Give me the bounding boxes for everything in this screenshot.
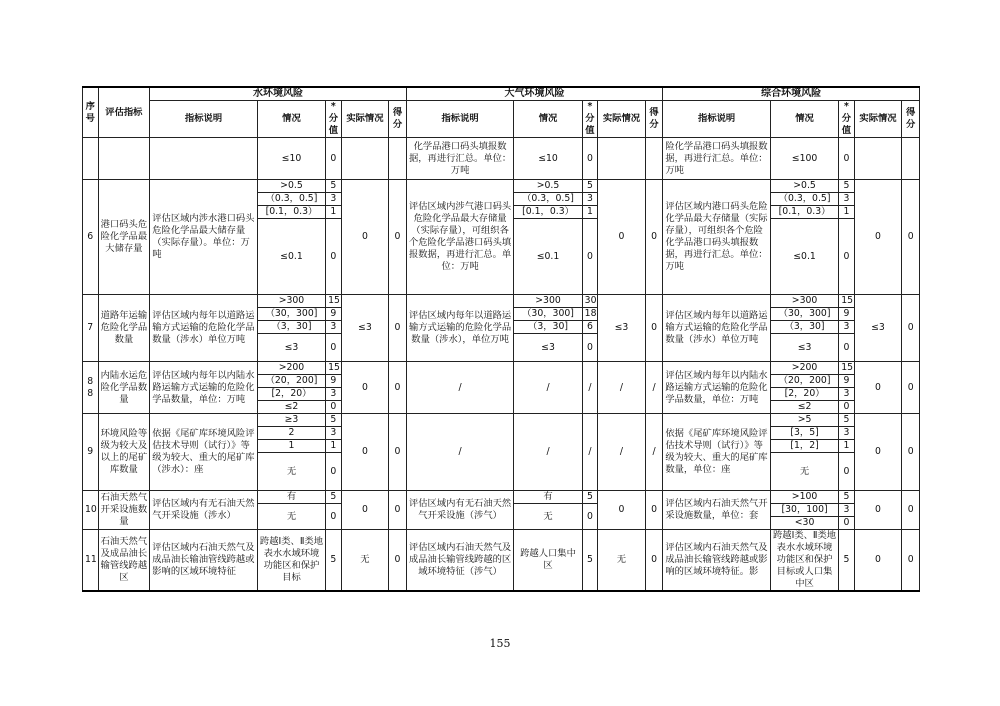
air-desc: / xyxy=(406,414,514,491)
water-desc xyxy=(150,138,258,180)
air-got: / xyxy=(645,362,663,414)
risk-assessment-table xyxy=(82,86,920,592)
combined-score: 15 xyxy=(839,295,855,308)
combined-got: 0 xyxy=(902,491,920,530)
seq-cell: 7 xyxy=(83,295,99,362)
combined-score: 0 xyxy=(839,453,855,491)
combined-desc: 评估区域内港口码头危险化学品最大存储量（实际存量），可组织各个危险化学品港口码头填报数据，再进行汇总。单位：万吨 xyxy=(663,180,771,295)
air-actual xyxy=(598,138,646,180)
table-row xyxy=(83,530,920,592)
air-actual: 0 xyxy=(598,180,646,295)
header-combined-group: 综合环境风险 xyxy=(663,87,920,101)
water-bracket: ≤10 xyxy=(257,138,325,180)
header-got: 得分 xyxy=(389,101,407,138)
water-bracket: （30，300] xyxy=(257,308,325,321)
table-row xyxy=(83,295,920,308)
combined-score: 9 xyxy=(839,375,855,388)
indicator-cell: 港口码头危险化学品最大储存量 xyxy=(98,180,150,295)
water-bracket: ≤2 xyxy=(257,401,325,414)
seq-cell: 9 xyxy=(83,414,99,491)
table-row xyxy=(83,138,920,180)
air-score: 3 xyxy=(582,193,598,206)
air-got: 0 xyxy=(645,491,663,530)
seq-cell: 10 xyxy=(83,491,99,530)
air-got: 0 xyxy=(645,295,663,362)
combined-got: 0 xyxy=(902,362,920,414)
combined-score: 0 xyxy=(839,401,855,414)
indicator-cell: 石油天然气开采设施数量 xyxy=(98,491,150,530)
water-bracket: 2 xyxy=(257,427,325,440)
water-bracket: （3，30] xyxy=(257,321,325,334)
combined-desc: 评估区域内石油天然气及成品油长输管线跨越或影响的区域环境特征。影 xyxy=(663,530,771,592)
water-desc: 评估区域内每年以内陆水路运输方式运输的危险化学品数量，单位：万吨 xyxy=(150,362,258,414)
combined-desc: 评估区域内每年以道路运输方式运输的危险化学品数量（涉水）单位万吨 xyxy=(663,295,771,362)
combined-got: 0 xyxy=(902,530,920,592)
water-score: 3 xyxy=(326,427,342,440)
combined-score: 15 xyxy=(839,362,855,375)
water-score: 0 xyxy=(326,401,342,414)
water-bracket: [2，20） xyxy=(257,388,325,401)
water-score: 0 xyxy=(326,504,342,530)
combined-score: 3 xyxy=(839,504,855,517)
air-desc: 评估区域内石油天然气及成品油长输管线跨越的区域环境特征（涉气） xyxy=(406,530,514,592)
air-score: 18 xyxy=(582,308,598,321)
air-score: 0 xyxy=(582,138,598,180)
combined-actual: 0 xyxy=(854,530,902,592)
header-actual: 实际情况 xyxy=(598,101,646,138)
water-score: 0 xyxy=(326,334,342,362)
air-bracket: >0.5 xyxy=(514,180,582,193)
page-number: 155 xyxy=(489,637,511,650)
indicator-cell: 石油天然气及成品油长输管线跨越区 xyxy=(98,530,150,592)
water-actual: ≤3 xyxy=(341,295,389,362)
combined-bracket: ≤0.1 xyxy=(770,219,838,295)
water-score: 15 xyxy=(326,362,342,375)
water-desc: 评估区域内石油天然气及成品油长输油管线跨越或影响的区域环境特征 xyxy=(150,530,258,592)
combined-bracket: >200 xyxy=(770,362,838,375)
air-bracket: 无 xyxy=(514,504,582,530)
water-bracket: （0.3，0.5] xyxy=(257,193,325,206)
header-score: *分值 xyxy=(839,101,855,138)
combined-bracket: >100 xyxy=(770,491,838,504)
water-desc: 依据《尾矿库环境风险评估技术导则（试行）》等级为较大、重大的尾矿库（涉水）：座 xyxy=(150,414,258,491)
header-water-group: 水环境风险 xyxy=(150,87,407,101)
water-score: 0 xyxy=(326,219,342,295)
combined-bracket: <30 xyxy=(770,517,838,530)
water-bracket: 跨越Ⅰ类、Ⅱ类地表水水域环境功能区和保护目标 xyxy=(257,530,325,592)
air-got: 0 xyxy=(645,180,663,295)
combined-score: 0 xyxy=(839,138,855,180)
air-bracket: ≤0.1 xyxy=(514,219,582,295)
water-got: 0 xyxy=(389,414,407,491)
combined-actual: 0 xyxy=(854,362,902,414)
water-bracket: 无 xyxy=(257,504,325,530)
air-score: 5 xyxy=(582,530,598,592)
combined-bracket: >5 xyxy=(770,414,838,427)
combined-score: 3 xyxy=(839,321,855,334)
combined-bracket: [1，2] xyxy=(770,440,838,453)
air-bracket: （3，30] xyxy=(514,321,582,334)
water-score: 5 xyxy=(326,414,342,427)
combined-bracket: [2，20） xyxy=(770,388,838,401)
water-got: 0 xyxy=(389,491,407,530)
combined-score: 9 xyxy=(839,308,855,321)
combined-score: 5 xyxy=(839,180,855,193)
air-bracket: / xyxy=(514,362,582,414)
combined-bracket: ≤100 xyxy=(770,138,838,180)
air-bracket: / xyxy=(514,414,582,491)
air-bracket: >300 xyxy=(514,295,582,308)
water-score: 0 xyxy=(326,453,342,491)
air-bracket: （30，300] xyxy=(514,308,582,321)
header-got: 得分 xyxy=(902,101,920,138)
combined-score: 3 xyxy=(839,193,855,206)
combined-actual: 0 xyxy=(854,180,902,295)
water-bracket: （20，200] xyxy=(257,375,325,388)
combined-bracket: 无 xyxy=(770,453,838,491)
combined-score: 3 xyxy=(839,427,855,440)
water-bracket: 有 xyxy=(257,491,325,504)
combined-bracket: ≤3 xyxy=(770,334,838,362)
air-actual: 无 xyxy=(598,530,646,592)
combined-desc: 险化学品港口码头填报数据，再进行汇总。单位：万吨 xyxy=(663,138,771,180)
combined-score: 5 xyxy=(839,491,855,504)
air-score: 5 xyxy=(582,491,598,504)
air-bracket: 跨越人口集中区 xyxy=(514,530,582,592)
water-got: 0 xyxy=(389,295,407,362)
water-bracket: ≥3 xyxy=(257,414,325,427)
air-score: 0 xyxy=(582,504,598,530)
combined-bracket: ≤2 xyxy=(770,401,838,414)
header-desc: 指标说明 xyxy=(150,101,258,138)
water-score: 1 xyxy=(326,440,342,453)
header-row xyxy=(83,101,920,138)
water-score: 5 xyxy=(326,530,342,592)
header-indicator: 评估指标 xyxy=(98,87,150,138)
table-row xyxy=(83,362,920,375)
seq-cell: 6 xyxy=(83,180,99,295)
header-score: *分值 xyxy=(326,101,342,138)
water-bracket: ≤3 xyxy=(257,334,325,362)
water-got xyxy=(389,138,407,180)
air-bracket: ≤10 xyxy=(514,138,582,180)
air-score: 6 xyxy=(582,321,598,334)
water-got: 0 xyxy=(389,530,407,592)
indicator-cell: 内陆水运危险化学品数量 xyxy=(98,362,150,414)
combined-score: 0 xyxy=(839,334,855,362)
combined-desc: 依据《尾矿库环境风险评估技术导则（试行）》等级为较大、重大的尾矿库数量，单位：座 xyxy=(663,414,771,491)
header-situation: 情况 xyxy=(257,101,325,138)
combined-bracket: （30，300] xyxy=(770,308,838,321)
air-score: / xyxy=(582,362,598,414)
combined-bracket: >300 xyxy=(770,295,838,308)
combined-bracket: （3，30] xyxy=(770,321,838,334)
water-score: 1 xyxy=(326,206,342,219)
air-score: 5 xyxy=(582,180,598,193)
combined-got: 0 xyxy=(902,414,920,491)
water-score: 3 xyxy=(326,388,342,401)
combined-got: 0 xyxy=(902,180,920,295)
seq-cell xyxy=(83,138,99,180)
air-score: 30 xyxy=(582,295,598,308)
water-actual: 0 xyxy=(341,180,389,295)
combined-got xyxy=(902,138,920,180)
water-bracket: >0.5 xyxy=(257,180,325,193)
indicator-cell: 道路年运输危险化学品数量 xyxy=(98,295,150,362)
combined-score: 1 xyxy=(839,206,855,219)
water-score: 0 xyxy=(326,138,342,180)
water-desc: 评估区域内有无石油天然气开采设施（涉水） xyxy=(150,491,258,530)
water-desc: 评估区域内涉水港口码头危险化学品最大储存量（实际存量）。单位：万吨 xyxy=(150,180,258,295)
header-situation: 情况 xyxy=(514,101,582,138)
combined-score: 5 xyxy=(839,414,855,427)
combined-desc: 评估区域内石油天然气开采设施数量，单位：套 xyxy=(663,491,771,530)
combined-bracket: [0.1，0.3） xyxy=(770,206,838,219)
combined-score: 0 xyxy=(839,517,855,530)
air-actual: ≤3 xyxy=(598,295,646,362)
air-actual: / xyxy=(598,414,646,491)
air-score: / xyxy=(582,414,598,491)
combined-actual: 0 xyxy=(854,491,902,530)
combined-desc: 评估区域内每年以内陆水路运输方式运输的危险化学品数量，单位：万吨 xyxy=(663,362,771,414)
air-bracket: [0.1，0.3） xyxy=(514,206,582,219)
air-actual: 0 xyxy=(598,491,646,530)
water-got: 0 xyxy=(389,180,407,295)
air-got: 0 xyxy=(645,530,663,592)
combined-actual: 0 xyxy=(854,414,902,491)
water-score: 3 xyxy=(326,193,342,206)
indicator-cell xyxy=(98,138,150,180)
air-desc: 评估区域内涉气港口码头危险化学品最大存储量（实际存量），可组织各个危险化学品港口码头填报数据，再进行汇总。单位：万吨 xyxy=(406,180,514,295)
air-desc: / xyxy=(406,362,514,414)
air-bracket: ≤3 xyxy=(514,334,582,362)
air-got: / xyxy=(645,414,663,491)
combined-score: 0 xyxy=(839,219,855,295)
combined-score: 5 xyxy=(839,530,855,592)
water-bracket: 1 xyxy=(257,440,325,453)
air-score: 0 xyxy=(582,219,598,295)
combined-actual xyxy=(854,138,902,180)
air-desc: 评估区域内有无石油天然气开采设施（涉气） xyxy=(406,491,514,530)
header-seq: 序号 xyxy=(83,87,99,138)
header-desc: 指标说明 xyxy=(663,101,771,138)
combined-actual: ≤3 xyxy=(854,295,902,362)
water-bracket: ≤0.1 xyxy=(257,219,325,295)
water-score: 9 xyxy=(326,308,342,321)
air-actual: / xyxy=(598,362,646,414)
combined-bracket: （0.3，0.5] xyxy=(770,193,838,206)
header-desc: 指标说明 xyxy=(406,101,514,138)
water-score: 5 xyxy=(326,180,342,193)
water-score: 15 xyxy=(326,295,342,308)
table-row xyxy=(83,491,920,504)
header-actual: 实际情况 xyxy=(854,101,902,138)
header-score: *分值 xyxy=(582,101,598,138)
combined-got: 0 xyxy=(902,295,920,362)
air-bracket: （0.3，0.5] xyxy=(514,193,582,206)
water-got: 0 xyxy=(389,362,407,414)
air-desc: 评估区域内每年以道路运输方式运输的危险化学品数量（涉水），单位万吨 xyxy=(406,295,514,362)
combined-bracket: [30，100] xyxy=(770,504,838,517)
water-bracket: >200 xyxy=(257,362,325,375)
air-bracket: 有 xyxy=(514,491,582,504)
water-actual: 0 xyxy=(341,414,389,491)
water-actual: 无 xyxy=(341,530,389,592)
air-desc: 化学品港口码头填报数据，再进行汇总。单位：万吨 xyxy=(406,138,514,180)
water-bracket: 无 xyxy=(257,453,325,491)
combined-bracket: （20，200] xyxy=(770,375,838,388)
water-bracket: [0.1，0.3） xyxy=(257,206,325,219)
combined-bracket: [3，5] xyxy=(770,427,838,440)
combined-score: 1 xyxy=(839,440,855,453)
water-score: 3 xyxy=(326,321,342,334)
air-score: 0 xyxy=(582,334,598,362)
combined-score: 3 xyxy=(839,388,855,401)
seq-cell: 8 8 xyxy=(83,362,99,414)
header-air-group: 大气环境风险 xyxy=(406,87,663,101)
water-actual xyxy=(341,138,389,180)
table-row xyxy=(83,180,920,193)
air-got xyxy=(645,138,663,180)
header-situation: 情况 xyxy=(770,101,838,138)
water-desc: 评估区域内每年以道路运输方式运输的危险化学品数量（涉水）单位万吨 xyxy=(150,295,258,362)
water-bracket: >300 xyxy=(257,295,325,308)
water-actual: 0 xyxy=(341,362,389,414)
combined-bracket: >0.5 xyxy=(770,180,838,193)
header-group-row xyxy=(83,87,920,101)
seq-cell: 11 xyxy=(83,530,99,592)
water-score: 5 xyxy=(326,491,342,504)
header-got: 得分 xyxy=(645,101,663,138)
water-score: 9 xyxy=(326,375,342,388)
indicator-cell: 环境风险等级为较大及以上的尾矿库数量 xyxy=(98,414,150,491)
combined-bracket: 跨越Ⅰ类、Ⅱ类地表水水域环境功能区和保护目标或人口集中区 xyxy=(770,530,838,592)
table-row xyxy=(83,414,920,427)
header-actual: 实际情况 xyxy=(341,101,389,138)
water-actual: 0 xyxy=(341,491,389,530)
air-score: 1 xyxy=(582,206,598,219)
